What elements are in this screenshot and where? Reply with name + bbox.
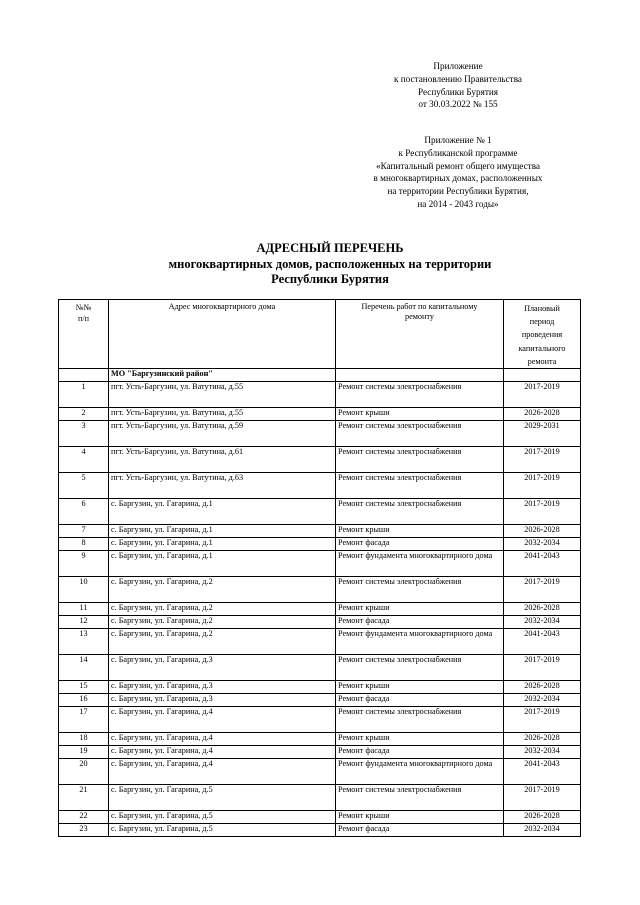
header-works: [336, 300, 504, 369]
appendix-line: «Капитальный ремонт общего имущества: [375, 160, 540, 171]
row-works: Ремонт крыши: [336, 681, 504, 694]
header-number: [59, 300, 109, 369]
title-line: АДРЕСНЫЙ ПЕРЕЧЕНЬ: [256, 241, 404, 255]
row-address: пгт. Усть-Баргузин, ул. Ватутина, д.59: [109, 421, 336, 447]
row-address: с. Баргузин, ул. Гагарина, д.4: [109, 746, 336, 759]
row-works: Ремонт системы электроснабжения: [336, 655, 504, 681]
section-title: МО "Баргузинский район": [109, 369, 336, 382]
row-works: Ремонт системы электроснабжения: [336, 447, 504, 473]
section-row: [59, 369, 581, 382]
appendix-line: на 2014 - 2043 годы»: [417, 198, 499, 209]
row-address: с. Баргузин, ул. Гагарина, д.4: [109, 759, 336, 785]
section-period-cell: [504, 369, 581, 382]
row-number: 23: [59, 824, 109, 837]
table-row: [59, 746, 581, 759]
table-row: [59, 577, 581, 603]
table-row: [59, 811, 581, 824]
header-works-line: Перечень работ по капитальному: [361, 302, 478, 311]
header-period-line: Плановый: [524, 304, 560, 313]
appendix-block-government-resolution: [340, 60, 576, 111]
row-period: 2032-2034: [504, 746, 581, 759]
row-address: с. Баргузин, ул. Гагарина, д.3: [109, 681, 336, 694]
table-row: [59, 408, 581, 421]
row-address: с. Баргузин, ул. Гагарина, д.4: [109, 707, 336, 733]
appendix-line: от 30.03.2022 № 155: [418, 99, 498, 110]
row-number: 10: [59, 577, 109, 603]
row-address: с. Баргузин, ул. Гагарина, д.1: [109, 499, 336, 525]
table-row: [59, 629, 581, 655]
row-number: 2: [59, 408, 109, 421]
row-number: 17: [59, 707, 109, 733]
appendix-block-republican-program: [340, 134, 576, 211]
row-period: 2017-2019: [504, 499, 581, 525]
table-row: [59, 681, 581, 694]
row-works: Ремонт крыши: [336, 733, 504, 746]
title-line: многоквартирных домов, расположенных на территории: [168, 256, 492, 271]
header-number-line: п/п: [77, 314, 90, 323]
row-period: 2041-2043: [504, 629, 581, 655]
row-period: 2026-2028: [504, 811, 581, 824]
row-address: с. Баргузин, ул. Гагарина, д.1: [109, 538, 336, 551]
row-address: с. Баргузин, ул. Гагарина, д.2: [109, 616, 336, 629]
row-period: 2017-2019: [504, 655, 581, 681]
table-row: [59, 707, 581, 733]
header-number-line: №№: [75, 303, 92, 312]
appendix-line: в многоквартирных домах, расположенных: [373, 173, 543, 184]
row-period: 2029-2031: [504, 421, 581, 447]
row-number: 1: [59, 382, 109, 408]
row-period: 2032-2034: [504, 538, 581, 551]
table-row: [59, 694, 581, 707]
row-number: 9: [59, 551, 109, 577]
row-number: 7: [59, 525, 109, 538]
row-number: 13: [59, 629, 109, 655]
row-address: с. Баргузин, ул. Гагарина, д.5: [109, 785, 336, 811]
row-works: Ремонт фасада: [336, 746, 504, 759]
row-address: с. Баргузин, ул. Гагарина, д.3: [109, 655, 336, 681]
row-address: с. Баргузин, ул. Гагарина, д.1: [109, 551, 336, 577]
row-number: 8: [59, 538, 109, 551]
row-address: с. Баргузин, ул. Гагарина, д.5: [109, 824, 336, 837]
table-row: [59, 499, 581, 525]
row-period: 2017-2019: [504, 382, 581, 408]
row-address: пгт. Усть-Баргузин, ул. Ватутина, д.55: [109, 382, 336, 408]
table-row: [59, 551, 581, 577]
row-number: 11: [59, 603, 109, 616]
table-row: [59, 538, 581, 551]
appendix-line: к постановлению Правительства: [394, 73, 522, 84]
address-registry-table: [58, 299, 581, 837]
header-period-line: период: [529, 317, 555, 327]
row-address: с. Баргузин, ул. Гагарина, д.5: [109, 811, 336, 824]
row-address: с. Баргузин, ул. Гагарина, д.2: [109, 577, 336, 603]
section-works-cell: [336, 369, 504, 382]
appendix-line: к Республиканской программе: [398, 147, 518, 158]
row-period: 2041-2043: [504, 759, 581, 785]
row-works: Ремонт системы электроснабжения: [336, 707, 504, 733]
header-period-line: проведения: [521, 330, 563, 340]
table-row: [59, 382, 581, 408]
row-number: 4: [59, 447, 109, 473]
section-number-cell: [59, 369, 109, 382]
row-address: с. Баргузин, ул. Гагарина, д.3: [109, 694, 336, 707]
row-number: 5: [59, 473, 109, 499]
row-address: с. Баргузин, ул. Гагарина, д.4: [109, 733, 336, 746]
row-number: 16: [59, 694, 109, 707]
row-period: 2026-2028: [504, 681, 581, 694]
row-address: пгт. Усть-Баргузин, ул. Ватутина, д.61: [109, 447, 336, 473]
table-row: [59, 473, 581, 499]
table-row: [59, 447, 581, 473]
row-period: 2041-2043: [504, 551, 581, 577]
row-period: 2026-2028: [504, 603, 581, 616]
row-address: с. Баргузин, ул. Гагарина, д.2: [109, 603, 336, 616]
row-period: 2017-2019: [504, 447, 581, 473]
row-number: 12: [59, 616, 109, 629]
table-row: [59, 733, 581, 746]
row-works: Ремонт крыши: [336, 408, 504, 421]
row-period: 2017-2019: [504, 785, 581, 811]
table-row: [59, 759, 581, 785]
row-works: Ремонт фасада: [336, 824, 504, 837]
row-number: 18: [59, 733, 109, 746]
row-works: Ремонт фасада: [336, 694, 504, 707]
row-works: Ремонт крыши: [336, 525, 504, 538]
row-number: 22: [59, 811, 109, 824]
row-works: Ремонт фасада: [336, 616, 504, 629]
row-works: Ремонт фундамента многоквартирного дома: [336, 759, 504, 785]
row-works: Ремонт системы электроснабжения: [336, 785, 504, 811]
table-row: [59, 655, 581, 681]
row-number: 15: [59, 681, 109, 694]
header-period: [504, 300, 581, 369]
row-address: пгт. Усть-Баргузин, ул. Ватутина, д.63: [109, 473, 336, 499]
appendix-line: на территории Республики Бурятия,: [387, 186, 529, 197]
row-works: Ремонт фасада: [336, 538, 504, 551]
header-period-line: ремонта: [527, 356, 557, 366]
row-works: Ремонт фундамента многоквартирного дома: [336, 629, 504, 655]
row-address: пгт. Усть-Баргузин, ул. Ватутина, д.55: [109, 408, 336, 421]
table-row: [59, 616, 581, 629]
table-row: [59, 785, 581, 811]
table-row: [59, 421, 581, 447]
header-period-line: капитального: [518, 343, 566, 353]
row-works: Ремонт крыши: [336, 811, 504, 824]
header-works-line: ремонту: [405, 312, 434, 322]
document-title: [60, 241, 600, 288]
row-period: 2017-2019: [504, 473, 581, 499]
row-number: 14: [59, 655, 109, 681]
row-number: 3: [59, 421, 109, 447]
title-line: Республики Бурятия: [271, 272, 389, 286]
appendix-line: Приложение: [433, 61, 483, 71]
row-works: Ремонт системы электроснабжения: [336, 421, 504, 447]
row-period: 2032-2034: [504, 616, 581, 629]
row-period: 2032-2034: [504, 694, 581, 707]
row-works: Ремонт системы электроснабжения: [336, 499, 504, 525]
row-works: Ремонт системы электроснабжения: [336, 473, 504, 499]
row-period: 2017-2019: [504, 707, 581, 733]
row-address: с. Баргузин, ул. Гагарина, д.2: [109, 629, 336, 655]
table-header-row: [59, 300, 581, 369]
table-row: [59, 603, 581, 616]
row-period: 2026-2028: [504, 525, 581, 538]
row-period: 2032-2034: [504, 824, 581, 837]
row-period: 2017-2019: [504, 577, 581, 603]
header-address: Адрес многоквартирного дома: [109, 300, 336, 369]
row-number: 6: [59, 499, 109, 525]
row-address: с. Баргузин, ул. Гагарина, д.1: [109, 525, 336, 538]
appendix-line: Приложение № 1: [424, 135, 492, 145]
row-number: 20: [59, 759, 109, 785]
table-row: [59, 824, 581, 837]
row-works: Ремонт системы электроснабжения: [336, 577, 504, 603]
row-works: Ремонт крыши: [336, 603, 504, 616]
row-period: 2026-2028: [504, 733, 581, 746]
row-works: Ремонт фундамента многоквартирного дома: [336, 551, 504, 577]
row-number: 19: [59, 746, 109, 759]
appendix-line: Республики Бурятия: [417, 86, 498, 97]
table-row: [59, 525, 581, 538]
row-number: 21: [59, 785, 109, 811]
row-works: Ремонт системы электроснабжения: [336, 382, 504, 408]
row-period: 2026-2028: [504, 408, 581, 421]
